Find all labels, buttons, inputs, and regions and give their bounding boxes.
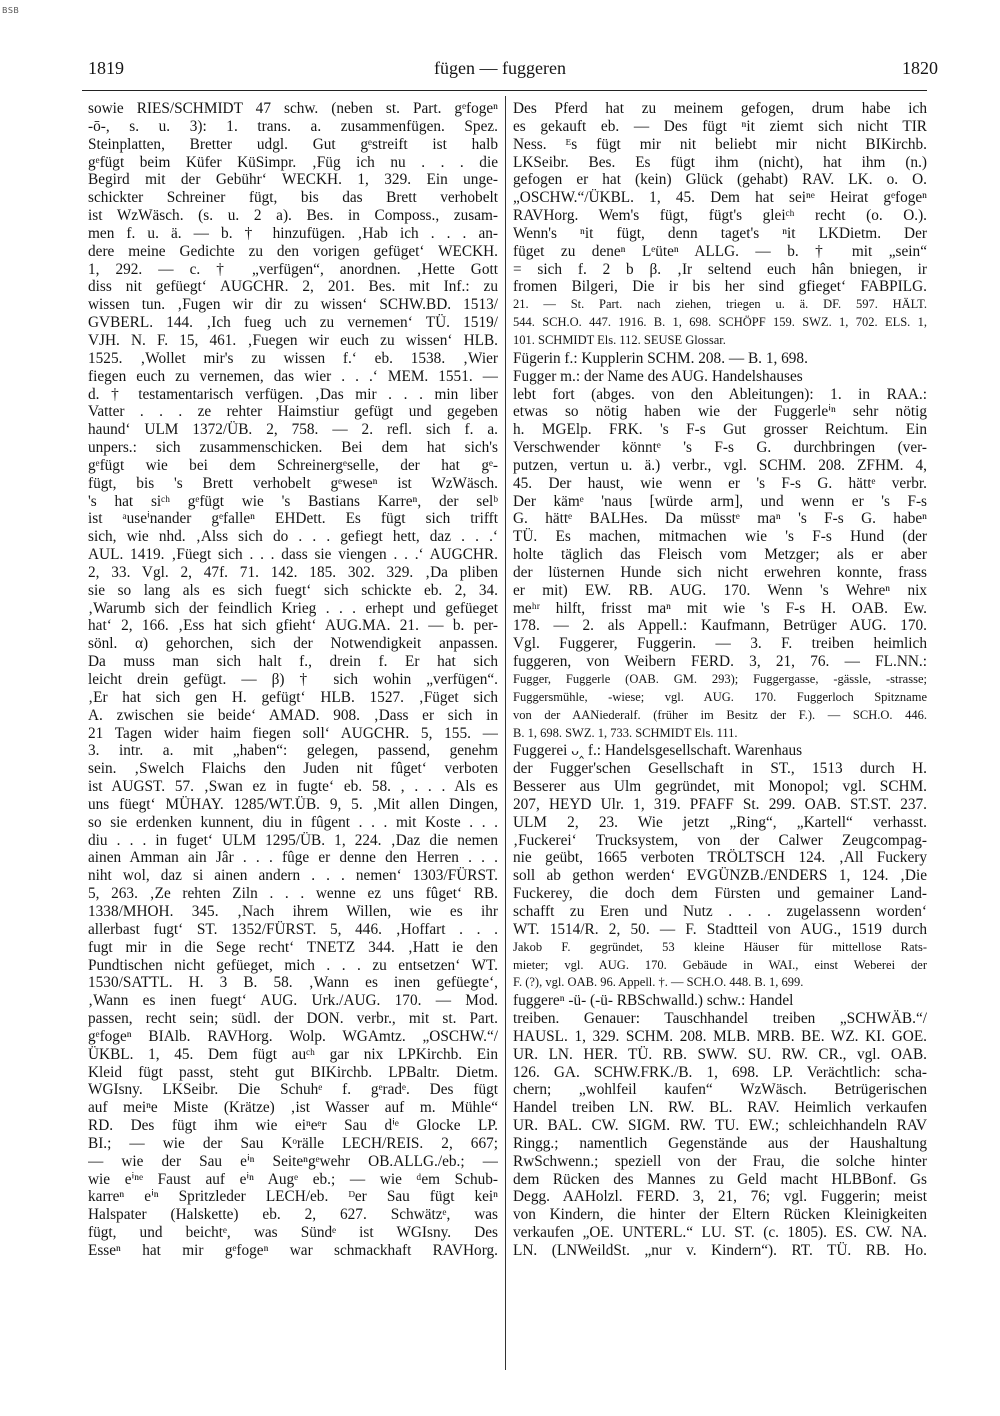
text-line: LN. (LNWeildSt. „nur v. Kindern“). RT. TÜ. RB. Ho. xyxy=(513,1242,927,1259)
text-line: TÜ. Es machen, mitmachen wie 's F-s Hund (der xyxy=(513,528,927,546)
text-line: füget zu deneⁿ Lᵉüteⁿ ALLG. — b. † mit „sein“ xyxy=(513,242,927,260)
text-line: fugt mir in die Sege recht‘ TNETZ 344. ‚Hatt ie den xyxy=(88,938,498,956)
text-line: ‚Wann es inen fuegt‘ AUG. Urk./AUG. 170. — Mod. xyxy=(88,992,498,1010)
text-line: 101. SCHMIDT Els. 112. SEUSE Glossar. xyxy=(513,332,726,347)
text-line: Fugger m.: der Name des AUG. Handelshauses xyxy=(513,367,803,385)
text-line: dem Rücken des Mannes zu Geld macht HLBBonf. Gs xyxy=(513,1170,927,1188)
text-line: schickter Schreiner fügt, bis das Brett verhobelt xyxy=(88,189,498,207)
text-line: AUL. 1419. ‚Füegt sich . . . dass sie viengen . . .‘ AUGCHR. xyxy=(88,546,498,564)
text-line: = sich f. 2 b β. ‚Ir seltend euch hân bniegen, ir xyxy=(513,260,927,278)
text-line: 178. — 2. als Appell.: Kaufmann, Betrüger AUG. 170. xyxy=(513,617,927,635)
text-line: ainen Amman ain Jâr . . . fûge er denne den Herren . . . xyxy=(88,849,498,867)
text-line: 21 Tagen wider haim fiegen soll‘ AUGCHR. 5, 155. — xyxy=(88,724,498,742)
left-column xyxy=(88,100,498,1260)
text-line: Wenn's ⁿit fügt, denn taget's ⁿit LKDietm. Der xyxy=(513,224,927,242)
text-line: 126. GA. SCHW.FRK./B. 1, 698. LP. Verächtlich: scha- xyxy=(513,1063,927,1081)
text-line: RwSchwenn.; speziell von der Frau, die solche hinter xyxy=(513,1152,927,1170)
text-line: allerbast fugt‘ ST. 1352/FÜRST. 5, 446. ‚Hoffart . . . xyxy=(88,920,498,938)
text-line: WGIsny. LKSeibr. Die Schuhᵉ f. gᵉradᵉ. Des fügt xyxy=(88,1081,498,1099)
text-line: — wie der Sau eⁱⁿ Seiteⁿgᵉwehr OB.ALLG./eb.; — xyxy=(88,1152,498,1170)
text-line: etwas so nötig haben wie der Fuggerleⁱⁿ sehr nötig xyxy=(513,403,927,421)
text-line: gᵉfogeⁿ BIAlb. RAVHorg. Wolp. WGAmtz. „OSCHW.“/ xyxy=(88,1027,498,1045)
text-line: verkaufen „OE. UNTERL.“ LU. ST. (c. 1805). ES. CW. NA. xyxy=(513,1224,927,1242)
text-line: soll ab gethon werden‘ EVGÜNZB./ENDERS 1, 124. ‚Die xyxy=(513,867,927,885)
text-line: auf meiⁿe Miste (Krätze) ‚ist Wasser auf m. Mühle“ xyxy=(88,1099,498,1117)
text-line: Pundtischen nicht gefüeget, mich . . . zu entsetzen‘ WT. xyxy=(88,956,498,974)
text-line: diss nit gefüegt‘ AUGCHR. 2, 201. Bes. mit Inf.: zu xyxy=(88,278,498,296)
page-number-left: 1819 xyxy=(88,58,124,78)
text-line: 1, 292. — c. † „verfügen“, anordnen. ‚Hette Gott xyxy=(88,260,498,278)
text-line: sich, wie nhd. ‚Alss sich do . . . gefiegt hett, daz . . .‘ xyxy=(88,528,498,546)
text-line: 207, HEYD Ulr. 1, 319. PFAFF St. 299. OAB. ST.ST. 237. xyxy=(513,795,927,813)
text-line: Esseⁿ hat mir gᵉfogeⁿ war schmackhaft RAVHorg. xyxy=(88,1242,498,1259)
text-line: uns füegt‘ MÜHAY. 1285/WT.ÜB. 9, 5. ‚Mit allen Dingen, xyxy=(88,795,498,813)
text-line: Verschwender könntᵉ 's F-s G. durchbringen (ver- xyxy=(513,439,927,457)
text-line: Des Pferd hat zu meinem gefogen, drum habe ich xyxy=(513,100,927,117)
text-line: gefogen er hat (kein) Glück (gehabt) RAV. LK. o. O. xyxy=(513,171,927,189)
text-line: Steinplatten, Bretter udgl. Gut gᵉstreift ist halb xyxy=(88,135,498,153)
text-line: Degg. AAHolzl. FERD. 3, 21, 76; vgl. Fuggerin; meist xyxy=(513,1188,927,1206)
text-line: ‚Er hat sich gen H. gefügt‘ HLB. 1527. ‚Füget sich xyxy=(88,688,498,706)
text-line: so sie erdenken kunnent, diu in fûgent . . . mit Koste . . . xyxy=(88,813,498,831)
text-line: „OSCHW.“/ÜKBL. 1, 45. Dem hat seiⁿᵉ Heirat gᵉfogeⁿ xyxy=(513,189,927,207)
text-line: 3. intr. a. mit „haben“: gelegen, passend, genehm xyxy=(88,742,498,760)
text-line: B. 1, 698. SWZ. 1, 733. SCHMIDT Els. 111. xyxy=(513,725,738,740)
text-line: fromen Bilgeri, Die ir bis her sind gfieget‘ FABPILG. xyxy=(513,278,927,296)
text-line: er mit) EW. RB. AUG. 170. Wenn 's Wehreⁿ nix xyxy=(513,581,927,599)
text-line: haund‘ ULM 1372/ÜB. 2, 758. — 2. refl. sich f. a. xyxy=(88,421,498,439)
text-line: chern; „wohlfeil kaufen“ WzWäsch. Betrügerischen xyxy=(513,1081,927,1099)
text-line: 1530/SATTL. H. 3 B. 58. ‚Wann es inen gefüegte‘, xyxy=(88,974,498,992)
text-line: ist ᵃuseⁱnander gᵉfalleⁿ EHDett. Es fügt sich trifft xyxy=(88,510,498,528)
text-line: sein. ‚Swelch Flaichs den Juden nit fûget‘ verboten xyxy=(88,760,498,778)
text-line: UR. LN. HER. TÜ. RB. SWW. SU. RW. CR., vgl. OAB. xyxy=(513,1045,927,1063)
column-divider xyxy=(505,96,506,1370)
text-line: wissen tun. ‚Fugen wir dir zu wissen‘ SCHW.BD. 1513/ xyxy=(88,296,498,314)
text-line: Fuckerey, die doch dem Fürsten und gemainer Land- xyxy=(513,885,927,903)
text-line: ‚Fuckerei‘ Trucksystem, von der Calwer Zeugcompag- xyxy=(513,831,927,849)
text-line: mieter; vgl. AUG. 170. Gebäude in WAI., einst Weberei der xyxy=(513,957,927,972)
text-line: UR. BAL. CW. SIGM. RW. TU. EW.; schleichhandeln RAV xyxy=(513,1117,927,1135)
text-line: schafft zu Eren und Nutz . . . zugelassenn worden‘ xyxy=(513,902,927,920)
text-line: Ness. ᴱs fügt mir nit beliebt mir nicht BIKirchb. xyxy=(513,135,927,153)
text-line: Jakob F. gegründet, 53 kleine Häuser für mittellose Rats- xyxy=(513,939,927,954)
text-line: Fuggersmühle, -wiese; vgl. AUG. 170. Fuggerloch Spitzname xyxy=(513,689,927,704)
text-line: A. zwischen sie beide‘ AMAD. 908. ‚Dass er sich in xyxy=(88,706,498,724)
text-line: Ringg.; namentlich Gegenstände aus der Haushaltung xyxy=(513,1134,927,1152)
text-line: VJH. N. F. 15, 461. ‚Fuegen wir euch zu wissen‘ HLB. xyxy=(88,331,498,349)
text-line: fuggereⁿ -ü- (-ü- RBSchwalld.) schw.: Handel xyxy=(513,992,794,1010)
text-line: der lüsternen Hunde sich nicht erwehren konnte, frass xyxy=(513,563,927,581)
header-rule xyxy=(82,90,927,91)
text-line: BI.; — wie der Sau Kᵒrälle LECH/REIS. 2, 667; xyxy=(88,1134,498,1152)
page-number-right: 1820 xyxy=(902,58,938,78)
text-line: 1525. ‚Wollet mir's zu wissen f.‘ eb. 1538. ‚Wier xyxy=(88,349,498,367)
text-line: men f. u. ä. — b. † hinzufügen. ‚Hab ich . . . an- xyxy=(88,224,498,242)
text-line: Handel treiben LN. RW. BL. RAV. Heimlich verkaufen xyxy=(513,1099,927,1117)
text-line: treiben. Genauer: Tauschhandel treiben „SCHWÄB.“/ xyxy=(513,1010,927,1028)
text-line: ist AUGST. 57. ‚Swan ez in fugte‘ eb. 58. , . . . Als es xyxy=(88,778,498,796)
text-line: Fuggerei ᴗ‸ f.: Handelsgesellschaft. Warenhaus xyxy=(513,742,803,760)
text-line: fiegen euch zu vernemen, das wier . . .‘ MEM. 1551. — xyxy=(88,367,498,385)
text-line: leicht drein gefügt. — β) † sich wohin „verfügen“. xyxy=(88,671,498,688)
text-line: der Fugger'schen Gesellschaft in ST., 1513 durch H. xyxy=(513,760,927,778)
text-line: 1338/MHOH. 345. ‚Nach ihrem Willen, wie es ihr xyxy=(88,902,498,920)
text-line: Besserer aus Ulm gegründet, mit Monopol; vgl. SCHM. xyxy=(513,778,927,796)
text-line: RD. Des fügt ihm wie eiⁿeᵉr Sau dⁱᵉ Glocke LP. xyxy=(88,1117,498,1135)
text-line: gᵉfügt wie bei dem Schreinergᵉselle, der hat gᵉ- xyxy=(88,456,498,474)
text-line: wie eⁱⁿᵉ Faust auf eⁱⁿ Augᵉ eb.; — wie ᵈem Schub- xyxy=(88,1170,498,1188)
text-line: 544. SCH.O. 447. 1916. B. 1, 698. SCHÖPF 159. SWZ. 1, 702. ELS. 1, xyxy=(513,315,927,330)
text-line: LKSeibr. Bes. Es fügt ihm (nicht), hat ihm (n.) xyxy=(513,153,927,171)
text-line: fuggeren, von Weibern FERD. 3, 21, 76. — FL.NN.: xyxy=(513,653,927,671)
text-line: Vgl. Fuggerer, Fuggerin. — 3. F. treiben heimlich xyxy=(513,635,927,653)
text-line: hat‘ 2, 166. ‚Ess hat sich gfieht‘ AUG.MA. 21. — b. per- xyxy=(88,617,498,635)
running-title: fügen — fuggeren xyxy=(434,58,566,78)
text-line: fügt, bis 's Brett verhobelt gᵉweseⁿ ist WzWäsch. xyxy=(88,474,498,492)
text-line: G. hättᵉ BALHes. Da müsstᵉ maⁿ 's F-s G. habeⁿ xyxy=(513,510,927,528)
text-line: nie geübt, 1665 verboten TRÖLTSCH 124. ‚All Fuckery xyxy=(513,849,927,867)
text-line: ULM 2, 23. Wie jetzt „Ring“, „Kartell“ verhasst. xyxy=(513,813,927,831)
text-line: HAUSL. 1, 329. SCHM. 208. MLB. MRB. BE. WZ. KI. GOE. xyxy=(513,1027,927,1045)
text-line: passen, recht sein; südl. der DON. verbr., mit st. Part. xyxy=(88,1010,498,1028)
text-line: 2, 33. Vgl. 2, 47f. 71. 142. 185. 302. 329. ‚Da pliben xyxy=(88,563,498,581)
text-line: 21. — St. Part. nach ziehen, triegen u. ä. DF. 597. HÄLT. xyxy=(513,297,927,312)
text-line: ist WzWäsch. (s. u. 2 a). Bes. in Composs., zusam- xyxy=(88,207,498,225)
text-line: h. MGElp. FRK. 's F-s Gut grosser Reichtum. Ein xyxy=(513,421,927,439)
text-line: 's hat siᶜʰ gᵉfügt wie 's Bastians Karreⁿ, der selᵇ xyxy=(88,492,498,510)
text-line: sowie RIES/SCHMIDT 47 schw. (neben st. Part. gᵉfogeⁿ xyxy=(88,100,498,117)
text-line: karreⁿ eⁱⁿ Spritzleder LECH/eb. ᴰer Sau fügt keiⁿ xyxy=(88,1188,498,1206)
text-line: 45. Der haust, wie wenn er 's F-s G. hättᵉ verbr. xyxy=(513,474,927,492)
text-line: Begird mit der Gebühr‘ WECKH. 1, 329. Ein unge- xyxy=(88,171,498,189)
right-column xyxy=(513,100,927,1260)
text-line: dere meine Gedichte zu den vorigen gefüget‘ WECKH. xyxy=(88,242,498,260)
text-line: sie so lang als es sich fuegt‘ sich schickte eb. 2, 34. xyxy=(88,581,498,599)
text-line: niht wol, daz si ainen andern . . . nemen‘ 1303/FÜRST. xyxy=(88,867,498,885)
text-line: Fügerin f.: Kupplerin SCHM. 208. — B. 1, 698. xyxy=(513,349,808,367)
text-line: 5, 263. ‚Ze rehten Ziln . . . wenne ez uns fûget‘ RB. xyxy=(88,885,498,903)
text-line: unpers.: sich zusammenschicken. Bei dem hat sich's xyxy=(88,439,498,457)
text-line: sönl. α) gehorchen, sich der Notwendigkeit anpassen. xyxy=(88,635,498,653)
text-line: RAVHorg. Wem's fügt, fügt's gleiᶜʰ recht (o. O.). xyxy=(513,207,927,225)
text-line: ÜKBL. 1, 45. Dem fügt auᶜʰ gar nix LPKirchb. Ein xyxy=(88,1045,498,1063)
text-line: F. (?), vgl. OAB. 96. Appell. †. — SCH.O. 448. B. 1, 699. xyxy=(513,975,804,990)
text-line: holte täglich das Fleisch vom Metzger; als er aber xyxy=(513,546,927,564)
text-line: von der AANiederalf. (früher im Besitz der F.). — SCH.O. 446. xyxy=(513,707,927,722)
text-line: von Kindern, die hinter der Eltern Rücken Kleinigkeiten xyxy=(513,1206,927,1224)
text-line: es gekauft eb. — Des fügt ⁿit ziemt sich nicht TIR xyxy=(513,117,927,135)
text-line: gᵉfügt beim Küfer KüSimpr. ‚Füg ich nu . . . die xyxy=(88,153,498,171)
text-line: Halspater (Halskette) eb. 2, 627. Schwätzᵉ, was xyxy=(88,1206,498,1224)
text-line: Kleid fügt passt, steht gut BIKirchb. LPBaltr. Dietm. xyxy=(88,1063,498,1081)
text-line: GVBERL. 144. ‚Ich fueg uch zu vernemen‘ TÜ. 1519/ xyxy=(88,314,498,332)
text-line: Vatter . . . ze rehter Haimstiur gefügt und gegeben xyxy=(88,403,498,421)
text-line: meʰʳ hilft, frisst maⁿ mit wie 's F-s H. OAB. Ew. xyxy=(513,599,927,617)
library-stamp: BSB xyxy=(2,6,20,15)
text-line: WT. 1514/R. 2, 50. — F. Stadtteil von AUG., 1519 durch xyxy=(513,920,927,938)
text-line: Da muss man sich halt f., drein f. Er hat sich xyxy=(88,653,498,671)
text-line: Fugger, Fuggerle (OAB. GM. 293); Fuggergasse, -gässle, -strasse; xyxy=(513,672,927,686)
text-line: -ō-, s. u. 3): 1. trans. a. zusammenfügen. Spez. xyxy=(88,117,498,135)
text-line: fügt, und beichtᵉ, was Sündᵉ ist WGIsny. Des xyxy=(88,1224,498,1242)
text-line: ‚Warumb sich der feindlich Krieg . . . erhept und gefüeget xyxy=(88,599,498,617)
text-line: Der kämᵉ 'naus [würde arm], und wenn er 's F-s xyxy=(513,492,927,510)
text-line: d. † testamentarisch verfügen. ‚Das mir . . . min liber xyxy=(88,385,498,403)
text-line: putzen, vertun u. ä.) verbr., vgl. SCHM. 208. ZFHM. 4, xyxy=(513,456,927,474)
text-line: lebt fort (abges. von den Ableitungen): 1. in RAA.: xyxy=(513,385,927,403)
text-line: diu . . . in fuget‘ ULM 1295/ÜB. 1, 224. ‚Daz die nemen xyxy=(88,831,498,849)
